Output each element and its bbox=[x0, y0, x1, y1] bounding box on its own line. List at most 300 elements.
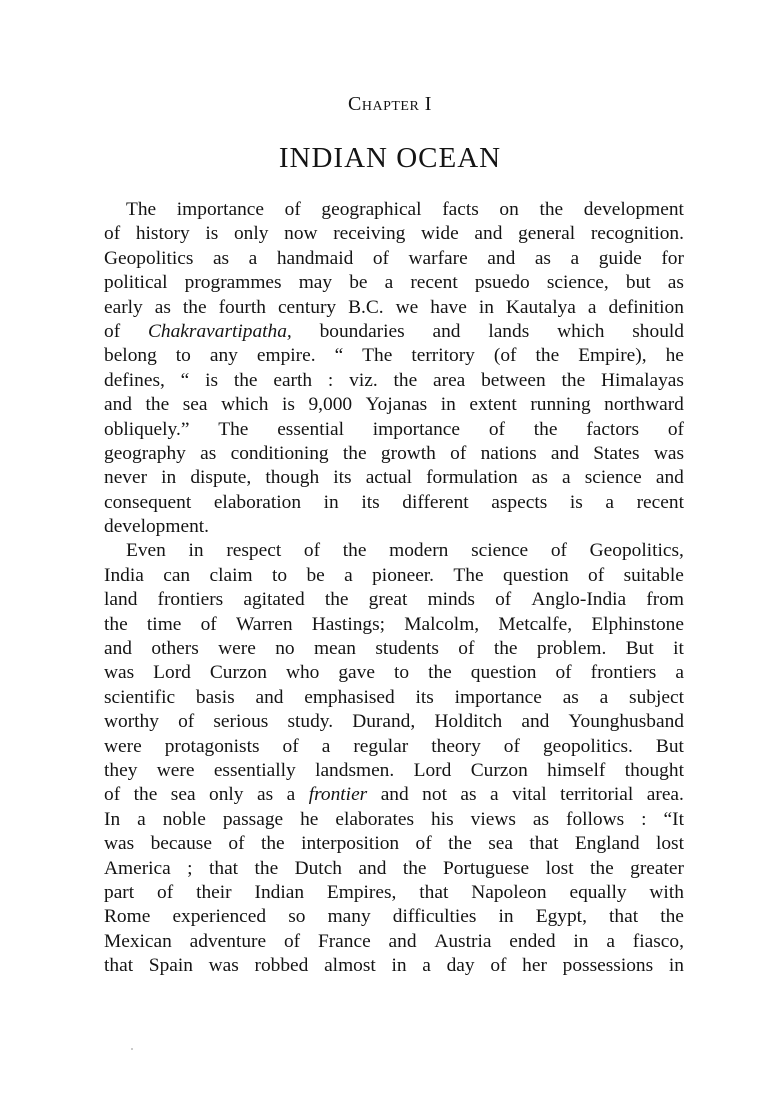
word: Napoleon bbox=[471, 881, 547, 903]
word: empire. bbox=[256, 345, 316, 367]
word: earth bbox=[273, 369, 313, 391]
word: recognition. bbox=[590, 223, 684, 245]
word: lost bbox=[655, 833, 684, 855]
word: Anglo-India bbox=[531, 589, 627, 611]
word: recent bbox=[410, 272, 458, 294]
word: “It bbox=[663, 808, 684, 830]
word: “ bbox=[334, 345, 344, 367]
word: as bbox=[200, 442, 217, 464]
word: was bbox=[104, 833, 135, 855]
word: The bbox=[453, 564, 484, 586]
word: to bbox=[271, 564, 288, 586]
word: in bbox=[440, 394, 456, 416]
word: and bbox=[255, 686, 284, 708]
word: that bbox=[419, 881, 449, 903]
word: and bbox=[487, 247, 516, 269]
word: guide bbox=[598, 247, 642, 269]
word: serious bbox=[213, 711, 269, 733]
word: receiving bbox=[333, 223, 406, 245]
word: Empires, bbox=[326, 881, 397, 903]
word: and bbox=[104, 394, 132, 416]
text-line bbox=[104, 418, 684, 442]
text-line bbox=[104, 661, 684, 685]
word: day bbox=[446, 955, 475, 977]
word: a bbox=[248, 247, 258, 269]
word: that bbox=[104, 955, 134, 977]
word: as bbox=[460, 784, 477, 806]
word: we bbox=[395, 296, 419, 318]
word: States bbox=[593, 442, 640, 464]
text-line bbox=[104, 198, 684, 222]
word: that bbox=[609, 906, 639, 928]
word: Geopolitics bbox=[104, 247, 194, 269]
word: territorial bbox=[560, 784, 634, 806]
word: on bbox=[499, 199, 519, 220]
text-line bbox=[104, 539, 684, 563]
word: essentially bbox=[213, 759, 296, 781]
word: of bbox=[415, 833, 432, 855]
word: extent bbox=[469, 394, 517, 416]
word: only bbox=[233, 223, 269, 245]
word: respect bbox=[226, 540, 282, 562]
word: many bbox=[327, 906, 371, 928]
word: of bbox=[303, 540, 321, 562]
word: were bbox=[156, 759, 195, 781]
word: Metcalfe, bbox=[498, 613, 573, 635]
word: the bbox=[561, 369, 586, 391]
word: “ bbox=[180, 369, 190, 391]
word: in bbox=[161, 467, 177, 489]
text-line bbox=[104, 783, 684, 807]
word: but bbox=[625, 272, 651, 294]
word: consequent bbox=[104, 491, 192, 513]
word: psuedo bbox=[474, 272, 530, 294]
word: a bbox=[422, 955, 431, 977]
word: Portuguese bbox=[442, 857, 530, 879]
word: its bbox=[361, 491, 380, 513]
word: though bbox=[265, 467, 320, 489]
word: a bbox=[490, 784, 499, 806]
word: not bbox=[422, 784, 447, 806]
word: that bbox=[208, 857, 239, 879]
word: science bbox=[584, 467, 642, 489]
word: from bbox=[646, 589, 684, 611]
word: general bbox=[518, 223, 576, 245]
word: of bbox=[200, 613, 217, 635]
word: modern bbox=[389, 540, 449, 562]
word: a bbox=[286, 784, 296, 806]
word: history bbox=[135, 223, 190, 245]
word: is bbox=[205, 223, 219, 245]
word: northward bbox=[604, 394, 684, 416]
word: with bbox=[649, 881, 684, 903]
word: development. bbox=[104, 516, 210, 538]
word: in bbox=[668, 955, 684, 977]
word: noble bbox=[162, 808, 206, 830]
word: running bbox=[530, 394, 591, 416]
word: robbed bbox=[254, 955, 309, 977]
word: of bbox=[104, 784, 121, 806]
word: a bbox=[384, 272, 394, 294]
word: the bbox=[342, 540, 367, 562]
word: question bbox=[470, 662, 537, 684]
word: never bbox=[104, 467, 148, 489]
word: development bbox=[583, 199, 684, 220]
word: his bbox=[431, 808, 454, 830]
word: the bbox=[182, 296, 207, 318]
word: fourth bbox=[218, 296, 266, 318]
word: Elphinstone bbox=[591, 613, 684, 635]
word: Yojanas bbox=[365, 394, 428, 416]
word: as bbox=[562, 686, 579, 708]
word: and bbox=[388, 930, 417, 952]
word: B.C. bbox=[348, 296, 384, 318]
word: of bbox=[283, 930, 301, 952]
word: possessions bbox=[562, 955, 654, 977]
word: be bbox=[306, 564, 325, 586]
word: part bbox=[104, 881, 135, 903]
word: suitable bbox=[623, 564, 684, 586]
word: Mexican bbox=[104, 930, 172, 952]
word: Chakravartipatha, bbox=[147, 320, 292, 342]
word: frontiers bbox=[157, 589, 224, 611]
word: the bbox=[145, 394, 170, 416]
word: the bbox=[254, 857, 279, 879]
word: that bbox=[529, 833, 559, 855]
text-line bbox=[104, 759, 684, 783]
word: the bbox=[539, 199, 564, 220]
body-text bbox=[104, 198, 684, 979]
word: and bbox=[358, 857, 387, 879]
text-line bbox=[104, 442, 684, 466]
word: mean bbox=[313, 638, 356, 660]
text-line bbox=[104, 393, 684, 417]
word: geographical bbox=[321, 199, 422, 220]
word: Egypt, bbox=[535, 906, 587, 928]
text-line bbox=[104, 369, 684, 393]
word: sea bbox=[488, 833, 513, 855]
word: of bbox=[555, 662, 572, 684]
word: fiasco, bbox=[632, 930, 684, 952]
word: were bbox=[218, 638, 256, 660]
word: of bbox=[178, 711, 195, 733]
word: France bbox=[317, 930, 371, 952]
word: the bbox=[133, 784, 158, 806]
word: as bbox=[534, 247, 551, 269]
word: Spain bbox=[148, 955, 193, 977]
word: of bbox=[550, 540, 567, 562]
word: of bbox=[495, 589, 512, 611]
word: of bbox=[282, 735, 299, 757]
text-line bbox=[104, 905, 684, 929]
word: Austria bbox=[434, 930, 492, 952]
text-line bbox=[104, 881, 684, 905]
word: Lord bbox=[153, 662, 191, 684]
word: a bbox=[606, 930, 615, 952]
word: the bbox=[660, 906, 684, 928]
word: students bbox=[375, 638, 439, 660]
word: emphasised bbox=[304, 686, 395, 708]
word: geography bbox=[104, 442, 186, 464]
word: which bbox=[557, 320, 605, 342]
word: defines, bbox=[104, 369, 165, 391]
chapter-title: INDIAN OCEAN bbox=[278, 142, 502, 174]
word: was bbox=[208, 955, 239, 977]
word: elaborates bbox=[335, 808, 415, 830]
text-line bbox=[104, 320, 684, 344]
word: passage bbox=[222, 808, 284, 830]
word: have bbox=[430, 296, 467, 318]
word: of bbox=[458, 638, 475, 660]
word: agitated bbox=[243, 589, 305, 611]
word: political bbox=[104, 272, 168, 294]
text-line bbox=[104, 808, 684, 832]
word: any bbox=[209, 345, 238, 367]
word: century bbox=[277, 296, 337, 318]
word: The bbox=[218, 418, 249, 440]
word: in bbox=[478, 296, 494, 318]
word: himself bbox=[547, 759, 606, 781]
word: others bbox=[151, 638, 199, 660]
word: of bbox=[490, 955, 507, 977]
word: importance bbox=[372, 418, 461, 440]
text-line bbox=[104, 222, 684, 246]
word: sea bbox=[182, 394, 208, 416]
word: their bbox=[196, 881, 232, 903]
word: protagonists bbox=[164, 735, 260, 757]
word: different bbox=[402, 491, 469, 513]
word: the bbox=[233, 369, 258, 391]
word: sea bbox=[170, 784, 196, 806]
chapter-label: Chapter I bbox=[348, 93, 432, 115]
text-line bbox=[104, 491, 684, 515]
word: between bbox=[481, 369, 546, 391]
word: should bbox=[632, 320, 684, 342]
text-line bbox=[104, 857, 684, 881]
word: thought bbox=[624, 759, 684, 781]
word: of bbox=[157, 881, 174, 903]
word: Even bbox=[126, 540, 166, 562]
word: of bbox=[104, 223, 121, 245]
text-line bbox=[104, 735, 684, 759]
word: is bbox=[205, 369, 219, 391]
word: study. bbox=[287, 711, 334, 733]
word: basis bbox=[195, 686, 235, 708]
word: gave bbox=[338, 662, 375, 684]
word: no bbox=[275, 638, 295, 660]
word: But bbox=[655, 735, 684, 757]
word: because bbox=[150, 833, 212, 855]
word: belong bbox=[104, 345, 157, 367]
word: a bbox=[570, 247, 580, 269]
word: obliquely.” bbox=[104, 418, 190, 440]
word: America bbox=[104, 857, 171, 879]
text-line bbox=[104, 613, 684, 637]
word: importance bbox=[176, 199, 265, 220]
word: great bbox=[368, 589, 408, 611]
word: was bbox=[653, 442, 684, 464]
word: pioneer. bbox=[372, 564, 435, 586]
word: conditioning bbox=[230, 442, 329, 464]
word: the bbox=[393, 369, 418, 391]
word: facts bbox=[442, 199, 479, 220]
word: and bbox=[474, 223, 503, 245]
word: a bbox=[605, 491, 614, 513]
word: her bbox=[522, 955, 547, 977]
word: its bbox=[333, 467, 352, 489]
word: of bbox=[450, 442, 467, 464]
word: a bbox=[675, 662, 684, 684]
word: frontiers bbox=[590, 662, 657, 684]
word: theory bbox=[431, 735, 481, 757]
word: a bbox=[587, 296, 597, 318]
text-line bbox=[104, 954, 684, 978]
word: question bbox=[502, 564, 569, 586]
word: Dutch bbox=[294, 857, 342, 879]
word: its bbox=[415, 686, 434, 708]
word: in bbox=[498, 906, 514, 928]
word: : bbox=[641, 808, 647, 830]
word: (of bbox=[493, 345, 517, 367]
word: of bbox=[488, 418, 505, 440]
word: science bbox=[471, 540, 529, 562]
text-line bbox=[104, 637, 684, 661]
word: to bbox=[175, 345, 191, 367]
word: 9,000 bbox=[308, 394, 353, 416]
word: time bbox=[146, 613, 182, 635]
word: which bbox=[221, 394, 269, 416]
word: and bbox=[104, 638, 132, 660]
text-line bbox=[104, 515, 684, 539]
word: of bbox=[228, 833, 245, 855]
word: Holditch bbox=[434, 711, 503, 733]
word: handmaid bbox=[276, 247, 354, 269]
word: and bbox=[521, 711, 550, 733]
word: warfare bbox=[408, 247, 468, 269]
word: Geopolitics, bbox=[589, 540, 684, 562]
word: land bbox=[104, 589, 138, 611]
word: the bbox=[260, 833, 285, 855]
word: Kautalya bbox=[505, 296, 576, 318]
word: in bbox=[188, 540, 204, 562]
word: Younghusband bbox=[568, 711, 684, 733]
word: who bbox=[285, 662, 320, 684]
word: : bbox=[327, 369, 334, 391]
word: and bbox=[432, 320, 461, 342]
word: Warren bbox=[235, 613, 293, 635]
word: as bbox=[667, 272, 684, 294]
text-line bbox=[104, 588, 684, 612]
word: definition bbox=[608, 296, 684, 318]
word: the bbox=[104, 613, 128, 635]
word: as bbox=[154, 296, 171, 318]
word: views bbox=[470, 808, 516, 830]
word: were bbox=[104, 735, 142, 757]
word: equally bbox=[569, 881, 627, 903]
word: claim bbox=[209, 564, 253, 586]
text-line bbox=[104, 832, 684, 856]
word: of bbox=[667, 418, 684, 440]
word: almost bbox=[324, 955, 376, 977]
word: of bbox=[284, 199, 301, 220]
word: dispute, bbox=[190, 467, 252, 489]
word: the bbox=[402, 857, 427, 879]
word: Curzon bbox=[209, 662, 267, 684]
word: a bbox=[562, 467, 571, 489]
word: be bbox=[349, 272, 368, 294]
word: nations bbox=[480, 442, 537, 464]
word: But bbox=[625, 638, 654, 660]
text-line bbox=[104, 247, 684, 271]
word: boundaries bbox=[319, 320, 405, 342]
word: The bbox=[126, 199, 157, 220]
text-line bbox=[104, 271, 684, 295]
word: lands bbox=[488, 320, 530, 342]
word: interposition bbox=[301, 833, 400, 855]
word: elaboration bbox=[213, 491, 302, 513]
word: recent bbox=[636, 491, 684, 513]
word: ; bbox=[187, 857, 193, 879]
word: In bbox=[104, 808, 121, 830]
word: is bbox=[281, 394, 295, 416]
text-line bbox=[104, 686, 684, 710]
word: as bbox=[256, 784, 274, 806]
word: The bbox=[362, 345, 393, 367]
word: the bbox=[448, 833, 472, 855]
word: as bbox=[532, 808, 550, 830]
text-line bbox=[104, 296, 684, 320]
word: lost bbox=[545, 857, 574, 879]
page-speck bbox=[131, 1048, 133, 1050]
word: actual bbox=[365, 467, 412, 489]
word: they bbox=[104, 759, 138, 781]
word: and bbox=[380, 784, 409, 806]
word: territory bbox=[411, 345, 475, 367]
word: Durand, bbox=[352, 711, 416, 733]
word: adventure bbox=[189, 930, 267, 952]
word: area bbox=[433, 369, 466, 391]
word: the bbox=[493, 638, 518, 660]
word: scientific bbox=[104, 686, 176, 708]
word: the bbox=[342, 442, 367, 464]
word: Lord bbox=[413, 759, 452, 781]
word: can bbox=[163, 564, 191, 586]
word: worthy bbox=[104, 711, 159, 733]
word: for bbox=[661, 247, 684, 269]
word: essential bbox=[277, 418, 344, 440]
word: as bbox=[212, 247, 230, 269]
word: a bbox=[344, 564, 353, 586]
word: Himalayas bbox=[601, 369, 684, 391]
word: Indian bbox=[254, 881, 305, 903]
word: frontier bbox=[308, 784, 368, 806]
word: of bbox=[104, 320, 121, 342]
word: difficulties bbox=[392, 906, 477, 928]
word: a bbox=[599, 686, 609, 708]
word: factors bbox=[586, 418, 640, 440]
word: aspects bbox=[491, 491, 548, 513]
word: is bbox=[569, 491, 583, 513]
word: of bbox=[503, 735, 520, 757]
word: so bbox=[288, 906, 306, 928]
word: minds bbox=[427, 589, 475, 611]
word: area. bbox=[646, 784, 684, 806]
text-line bbox=[104, 344, 684, 368]
word: a bbox=[321, 735, 331, 757]
word: Malcolm, bbox=[404, 613, 480, 635]
word: Curzon bbox=[470, 759, 528, 781]
word: landsmen. bbox=[315, 759, 395, 781]
